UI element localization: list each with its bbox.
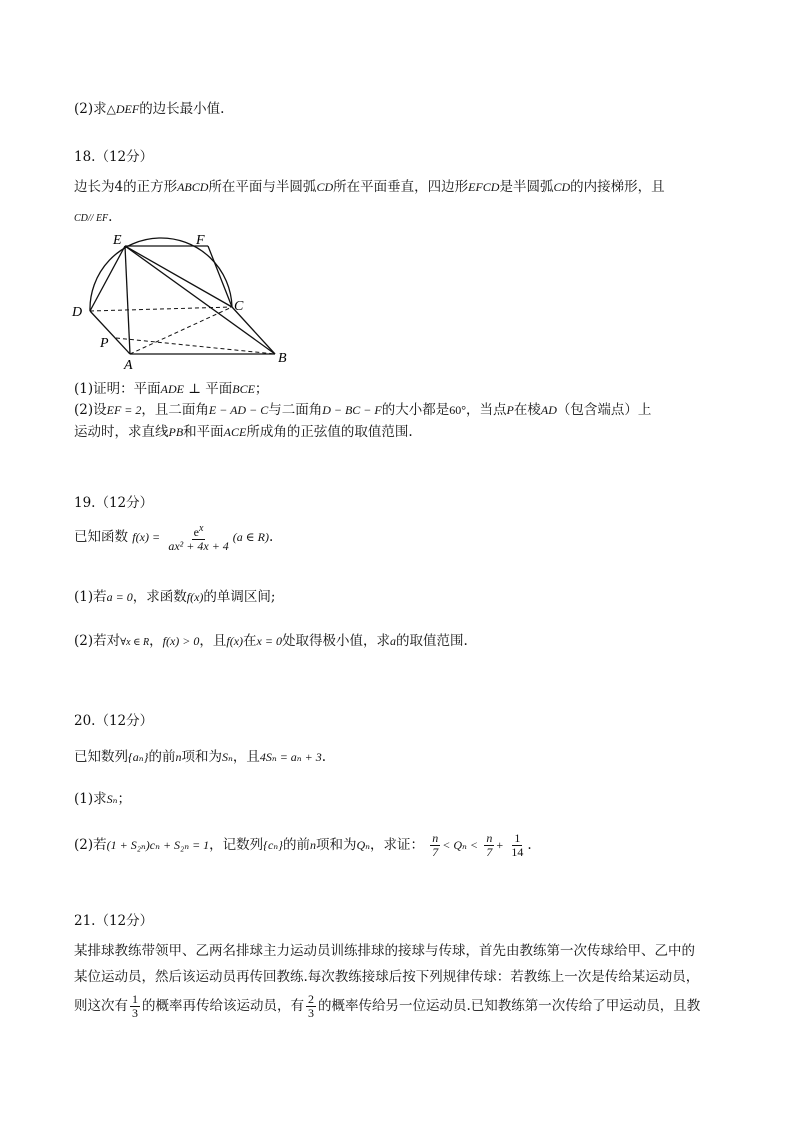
p18-period: . [108,209,113,225]
point-p: P [506,403,514,417]
quad-efcd: EFCD [468,180,500,194]
fraction-numerator [192,522,206,540]
fraction-n-over-7 [430,832,440,859]
p18-q2-text: 所成角的正弦值的取值范围. [246,424,413,440]
p18-q2-text: 和平面 [183,424,224,440]
p17-part2-prefix: (2)求 [74,101,107,117]
p20-q2-text: 项和为 [315,837,357,853]
p18-question-2-line2 [74,423,413,441]
label-e: E [113,233,122,248]
p18-q2-text: 在棱 [513,402,541,418]
segment-da [90,311,130,354]
label-a: A [124,358,133,372]
numerator: 1 [514,831,521,845]
function-fx-ref: f(x) [186,590,204,604]
cd-parallel-ef: CD// EF [74,213,109,224]
p19-question-1 [74,588,275,606]
fraction-2-over-3 [306,993,316,1020]
semicircle-arc [90,238,232,311]
p18-q1-text: ； [254,381,269,397]
p18-q2-text: 的大小都是 [381,402,450,418]
p20-period: . [321,749,327,765]
p19-text: 已知函数 [74,529,128,545]
p20-q1-text: ； [117,791,131,807]
p18-text: 所在平面垂直，四边形 [333,179,469,195]
cn-equation: (1 + S₂ₙ)cₙ + S₂ₙ = 1 [106,838,210,852]
p20-q2-text: 的前 [282,837,310,853]
square-abcd: ABCD [177,180,209,194]
inequality-qn: < Qₙ < [442,838,479,852]
segment-ec [125,246,232,307]
p20-text: 项和为 [181,749,222,765]
label-p: P [100,336,109,351]
sum-sn: Sₙ [221,750,233,764]
fx-positive: f(x) > 0 [162,634,200,648]
segment-fc [208,246,232,307]
dihedral-d-bc-f: D − BC − F [322,403,382,417]
variable-n: n [309,838,316,852]
segment-cb [232,307,275,354]
problem-18-heading: 18.（12分） [74,149,154,165]
p20-q2-text: ，记数列 [209,837,264,853]
p20-question-1 [74,790,131,808]
p18-q2-text: （包含端点）上 [556,402,652,418]
p19-q2-text: 的取值范围. [395,633,468,649]
function-fraction [166,522,230,553]
p20-text: ，且 [232,749,260,765]
function-fx: f(x) = [132,530,161,544]
p18-text: 边长为4的正方形 [74,179,178,195]
p18-statement-line2 [74,208,112,228]
p21-line1: 某排球教练带领甲、乙两名排球主力运动员训练排球的接球与传球，首先由教练第一次传球给甲、乙中的 [74,943,695,959]
p20-statement [74,748,326,766]
variable-a: a [389,634,396,648]
p20-period: . [527,837,532,853]
segment-ea [125,246,130,354]
p18-text: 的内接梯形，且 [570,179,665,195]
p20-text: 已知数列 [74,749,128,765]
p18-statement-line1 [74,178,665,196]
plus-sign: + [496,838,504,852]
p21-text: 的概率再传给该运动员，有 [142,998,304,1014]
p18-q1-text: ⊥ 平面 [183,381,233,397]
numerator: 2 [308,992,314,1006]
sum-sn-ref: Sₙ [106,792,118,806]
sequence-cn: {cₙ} [263,838,283,852]
dashed-ac [130,307,232,354]
p20-q1-text: (1)求 [74,791,107,807]
dashed-pb [116,338,275,354]
p21-line2: 某位运动员，然后该运动员再传回教练.每次教练接球后按下列规律传球：若教练上一次是传给某运动员， [74,969,700,985]
p19-q2-text: ，且 [199,633,227,649]
triangle-def: △DEF [106,102,140,116]
geometry-figure [70,232,300,372]
denominator: 7 [486,845,493,859]
sum-qn: Qₙ [356,838,370,852]
p18-q2-text: 运动时，求直线 [74,424,169,440]
variable-n: n [175,750,182,764]
p20-q2-text: ，求证： [370,837,424,853]
x-equals-0: x = 0 [256,634,282,648]
function-fx-ref: f(x) [226,634,244,648]
p18-text: 是半圆弧 [499,179,554,195]
domain-a-in-r: (a ∈ R) [232,530,270,544]
p20-text: 的前 [148,749,176,765]
line-pb: PB [168,425,184,439]
denominator: 7 [432,845,439,859]
arc-cd: CD [316,180,334,194]
arc-cd-2: CD [553,180,571,194]
p19-statement [74,522,273,553]
fraction-denominator: ax² + 4x + 4 [168,539,229,553]
label-c: C [234,299,244,314]
numerator: n [432,831,439,845]
dashed-dc [90,307,232,311]
p17-part2 [74,100,224,118]
e-base: e [193,525,199,539]
label-d: D [72,305,83,320]
p19-q1-text: 的单调区间; [203,589,276,605]
dihedral-e-ad-c: E − AD − C [208,403,269,417]
p18-q2-text: 与二面角 [268,402,323,418]
angle-60: 60° [449,403,467,417]
p18-q2-text: ，且二面角 [141,402,209,418]
p19-question-2 [74,632,468,652]
p21-text: 则这次有 [74,998,128,1014]
numerator: 1 [132,992,138,1006]
problem-20-heading: 20.（12分） [74,713,154,729]
segment-eb [125,246,275,354]
p18-question-2-line1 [74,401,651,419]
p19-q2-text: 处取得极小值，求 [281,633,390,649]
denominator: 3 [132,1006,138,1020]
plane-ade: ADE [160,382,184,396]
p18-question-1 [74,380,268,398]
fraction-n-over-7 [484,832,494,859]
p18-q1-text: (1)证明：平面 [74,381,161,397]
sequence-an: {aₙ} [128,750,149,764]
edge-ad: AD [540,403,557,417]
exponent-x: x [199,523,204,534]
label-b: B [278,351,287,366]
sum-equation: 4Sₙ = aₙ + 3 [259,750,322,764]
p20-q2-text: (2)若 [74,837,107,853]
p18-text: 所在平面与半圆弧 [208,179,317,195]
p18-q2-text: ，当点 [466,402,507,418]
fraction-1-over-14 [509,832,525,859]
denominator: 3 [308,1006,314,1020]
p21-line3 [74,990,700,1022]
p21-text: 的概率传给另一位运动员.已知教练第一次传给了甲运动员，且教 [318,998,701,1014]
segment-de [90,246,125,311]
numerator: n [486,831,493,845]
fraction-1-over-3 [130,993,140,1020]
plane-bce: BCE [232,382,255,396]
for-all-x: ∀x ∈ R [120,637,150,648]
p19-q1-text: (1)若 [74,589,107,605]
p19-q2-text: ， [149,633,163,649]
a-equals-0: a = 0 [106,590,133,604]
p19-q2-text: (2)若对 [74,633,121,649]
problem-21-heading: 21.（12分） [74,913,154,929]
problem-19-heading: 19.（12分） [74,495,154,511]
p19-q2-text: 在 [243,633,257,649]
plane-ace: ACE [223,425,247,439]
p17-part2-tail: 的边长最小值. [139,101,225,117]
p19-period: . [269,529,274,545]
p20-question-2 [74,830,532,860]
denominator: 14 [511,845,524,859]
ef-equals-2: EF = 2 [106,403,142,417]
p18-q2-text: (2)设 [74,402,107,418]
label-f: F [196,233,205,248]
p19-q1-text: ，求函数 [132,589,187,605]
